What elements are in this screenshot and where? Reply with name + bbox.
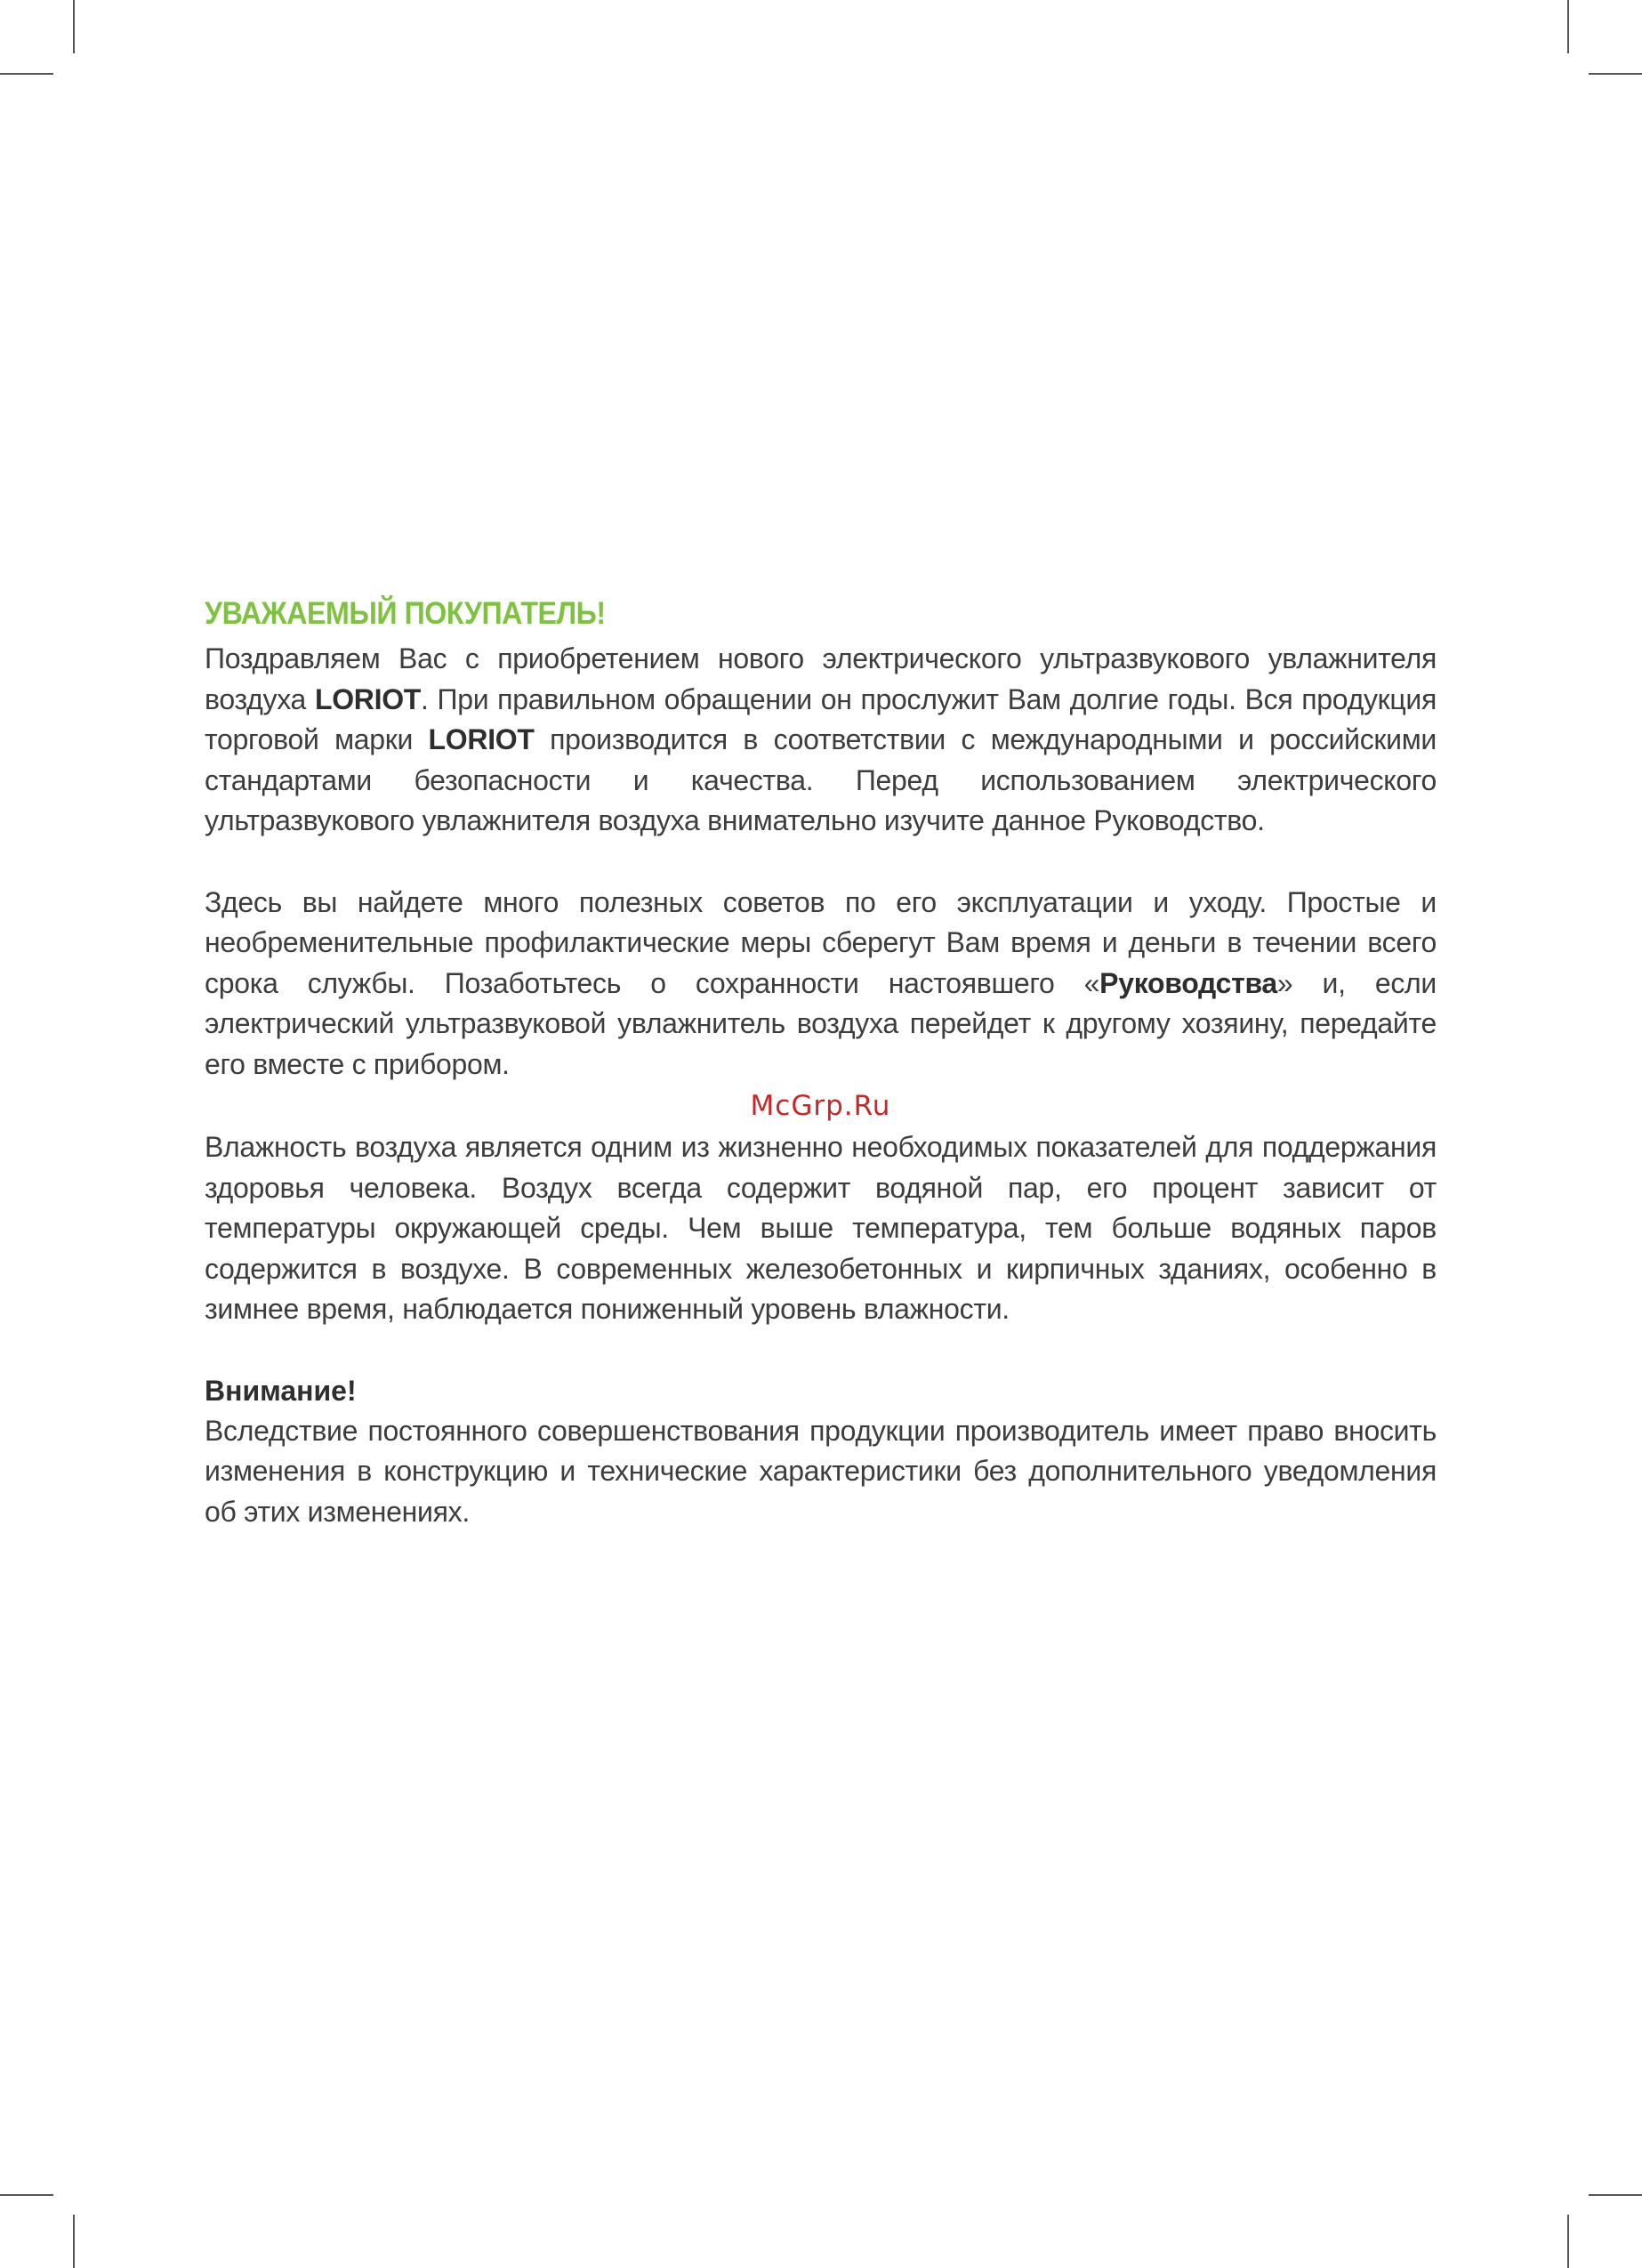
crop-mark: [0, 2194, 53, 2196]
manual-title: Руководства: [1099, 966, 1277, 999]
attention-title: Внимание!: [205, 1374, 357, 1407]
tips-text-1: Здесь вы найдете много полезных советов по его эксплуатации и уходу. Простые и необременительные профилактические меры сберегут Вам время и деньги в течении всего срока службы. Позаботьтесь о сохранности настоявшего «: [205, 885, 1437, 999]
tips-paragraph: [205, 883, 1437, 1086]
intro-text-2: . При правильном обращении он прослужит Вам долгие годы. Вся продукция торговой марки: [205, 682, 1437, 755]
tips-text-2: » и, если электрический ультразвуковой увлажнитель воздуха перейдет к другому хозяину, передайте его вместе с прибором.: [205, 966, 1437, 1080]
crop-mark: [73, 2215, 75, 2268]
crop-mark: [73, 0, 75, 53]
crop-mark: [1589, 73, 1642, 75]
brand-name: LORIOT: [314, 682, 422, 715]
brand-name: LORIOT: [428, 723, 535, 755]
watermark: McGrp.Ru: [750, 1090, 891, 1122]
attention-paragraph: Вследствие постоянного совершенствования продукции производитель имеет право вносить изменения в конструкцию и технические характеристики без дополнительного уведомления об этих изменениях.: [205, 1414, 1437, 1528]
crop-mark: [1589, 2194, 1642, 2196]
intro-paragraph: [205, 639, 1437, 842]
crop-mark: [1567, 2215, 1569, 2268]
crop-mark: [0, 73, 53, 75]
humidity-paragraph: Влажность воздуха является одним из жизненно необходимых показателей для поддержания здоровья человека. Воздух всегда содержит водяной пар, его процент зависит от температуры окружающей среды. Чем выше температура, тем больше водяных паров содержится в воздухе. В современных железобетонных и кирпичных зданиях, особенно в зимнее время, наблюдается пониженный уровень влажности.: [205, 1131, 1437, 1325]
document-body: [205, 594, 1437, 1532]
intro-text-3: производится в соответствии с международными и российскими стандартами безопасности и качества. Перед использованием электрического ультразвукового увлажнителя воздуха внимательно изучите данное Руководство.: [205, 723, 1437, 836]
intro-text-1: Поздравляем Вас с приобретением нового электрического ультразвукового увлажнителя воздуха: [205, 642, 1437, 715]
page-heading: УВАЖАЕМЫЙ ПОКУПАТЕЛЬ!: [205, 596, 606, 631]
crop-mark: [1567, 0, 1569, 53]
